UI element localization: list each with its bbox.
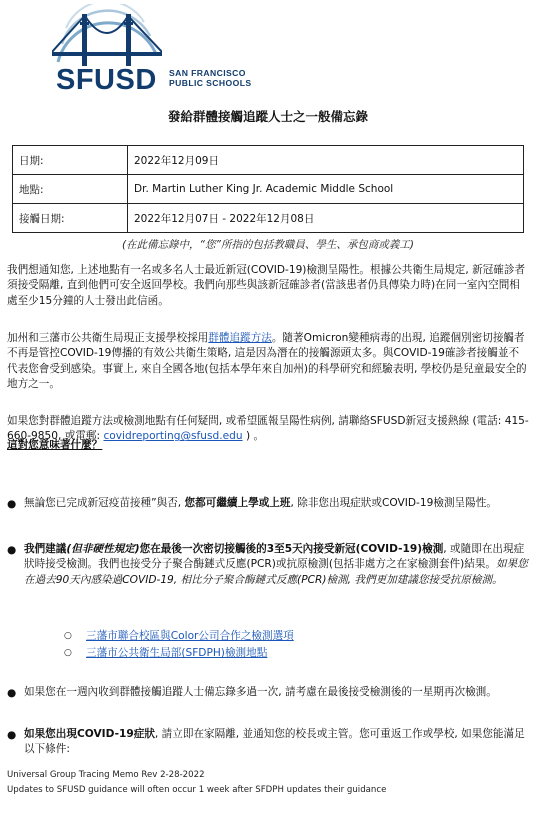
info-table bbox=[12, 145, 524, 233]
bullet-text: , 請立即在家隔離, 並通知您的校長或主管。您可重返工作或學校, 如果您能滿足以下條件: bbox=[24, 728, 525, 756]
para2-text: 加州和三藩市公共衛生局現正支援學校採用 bbox=[7, 332, 209, 344]
para3-text: 如果您對群體追蹤方法或檢測地點有任何疑問, 或希望匯報呈陽性病例, 請聯絡SFUSD新冠支援熱線 (電話: 415-660-9850, 或電郵: bbox=[7, 415, 529, 443]
footer-update-note: Updates to SFUSD guidance will often occur 1 week after SFDPH updates their guidance bbox=[7, 785, 387, 795]
info-label: 日期: bbox=[13, 146, 128, 175]
bullet-bold-text: 您都可繼續上學或上班 bbox=[184, 497, 291, 509]
section-heading: 這對您意味著什麼？ bbox=[7, 439, 103, 451]
memo-title: 發給群體接觸追蹤人士之一般備忘錄 bbox=[167, 109, 368, 124]
info-row-date bbox=[13, 146, 524, 175]
definition-note: (在此備忘錄中，“您”所指的包括教職員、學生、承包商或義工) bbox=[121, 239, 415, 251]
bullet-symptoms bbox=[24, 727, 530, 758]
logo-line-2: PUBLIC SCHOOLS bbox=[169, 78, 252, 88]
logo-line-1: SAN FRANCISCO bbox=[169, 68, 246, 78]
bullet-attend bbox=[24, 496, 530, 511]
paragraph-notification: 我們想通知您, 上述地點有一名或多名人士最近新冠(COVID-19)檢測呈陽性。根據公共衛生局規定, 新冠確診者須接受隔離, 直到他們可安全返回學校。我們向那些與該新冠確診者(當該患者仍具傳染力時)在同一室內空間相處至少15分鐘的人士發出此信函。 bbox=[7, 264, 526, 307]
bullet-bold-text: 如果您出現COVID-19症狀 bbox=[24, 728, 155, 740]
bullet-retest: 如果您在一週內收到群體接觸追蹤人士備忘錄多過一次, 請考慮在最後接受檢測後的一星期再次檢測。 bbox=[24, 686, 497, 698]
bullet-dot: ● bbox=[7, 498, 17, 510]
bullet-italic-text: 如果您在過去90天內感染過COVID-19, 相比分子聚合酶鏈式反應(PCR)檢測, 我們更加建議您接受抗原檢測。 bbox=[24, 558, 528, 586]
golden-gate-bridge-icon bbox=[52, 4, 162, 70]
footer-revision: Universal Group Tracing Memo Rev 2-28-2022 bbox=[7, 770, 205, 780]
sfusd-logo bbox=[52, 4, 252, 96]
color-testing-link[interactable]: 三藩市聯合校區與Color公司合作之檢測選項 bbox=[86, 630, 294, 642]
bullet-dot: ● bbox=[7, 544, 17, 556]
bullet-bold-italic-text: (但非硬性規定) bbox=[66, 543, 140, 555]
bullet-dot: ● bbox=[7, 687, 17, 699]
bullet-bold-text: 我們建議 bbox=[24, 543, 67, 555]
info-value: 2022年12月09日 bbox=[128, 146, 524, 175]
logo-subtitle bbox=[169, 68, 251, 88]
logo-wordmark: SFUSD bbox=[56, 64, 157, 96]
info-label: 地點: bbox=[13, 175, 128, 204]
bullet-dot: ● bbox=[7, 729, 17, 741]
info-value: Dr. Martin Luther King Jr. Academic Middle School bbox=[128, 175, 524, 204]
info-row-exposure-dates bbox=[13, 204, 524, 233]
info-label: 接觸日期: bbox=[13, 204, 128, 233]
group-tracing-link[interactable]: 群體追蹤方法 bbox=[208, 332, 272, 344]
email-link[interactable]: covidreporting@sfusd.edu bbox=[103, 430, 243, 443]
info-value: 2022年12月07日 - 2022年12月08日 bbox=[128, 204, 524, 233]
sub-bullet-circle: ○ bbox=[64, 631, 72, 641]
info-row-location bbox=[13, 175, 524, 204]
sfdph-testing-link[interactable]: 三藩市公共衛生局部(SFDPH)檢測地點 bbox=[86, 647, 268, 659]
bullet-testing bbox=[24, 542, 530, 588]
bullet-text: , 或隨即在出現症狀時接受檢測。我們也接受分子聚合酶鏈式反應(PCR)或抗原檢測(包括非處方之在家檢測套件)結果。 bbox=[24, 543, 525, 571]
bullet-text: 無論您已完成新冠疫苗接種”與否, bbox=[24, 497, 185, 509]
para2-text: 。隨著Omicron變種病毒的出現, 追蹤個別密切接觸者不再是管控COVID-19傳播的有效公共衛生策略, 這是因為潛在的接觸源頭太多。與COVID-19確診者接觸並不代表您會受到感染。事實上, 來自全國各地(包括本學年來自加州)的科學研究和經驗表明, 學校仍是兒童最安全的地方之一。 bbox=[7, 332, 527, 390]
paragraph-group-tracing bbox=[7, 331, 529, 392]
sub-bullet-circle: ○ bbox=[64, 648, 72, 658]
bullet-text: , 除非您出現症狀或COVID-19檢測呈陽性。 bbox=[290, 497, 497, 509]
bullet-bold-text: 您在最後一次密切接觸後的3至5天內接受新冠(COVID-19)檢測 bbox=[139, 543, 444, 555]
para3-text: ) 。 bbox=[242, 430, 265, 443]
